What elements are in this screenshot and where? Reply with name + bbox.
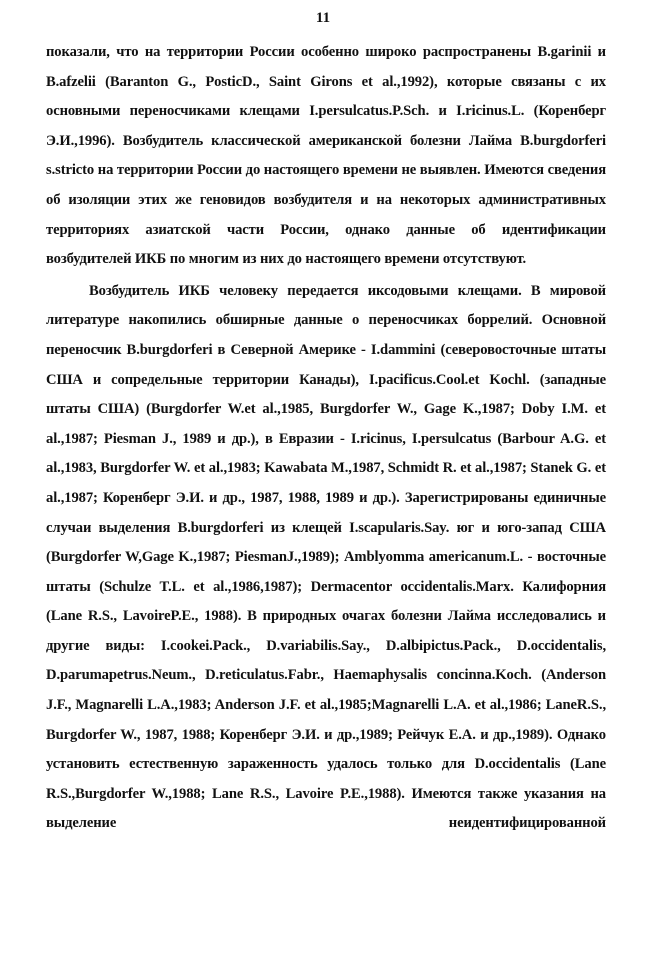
paragraph-2: Возбудитель ИКБ человеку передается иксодовыми клещами. В мировой литературе накопились обширные данные о переносчиках боррелий. Основной переносчик B.burgdorferi в Северной Америке - I.dammini (северовосточные штаты США и сопредельные территории Канады), I.pacificus.Cool.et Kochl. (западные штаты США) (Burgdorfer W.et al.,1985, Burgdorfer W., Gage K.,1987; Doby I.M. et al.,1987; Piesman J., 1989 и др.), в Евразии - I.ricinus, I.persulcatus (Barbour A.G. et al.,1983, Burgdorfer W. et al.,1983; Kawabata M.,1987, Schmidt R. et al.,1987; Stanek G. et al.,1987; Коренберг Э.И. и др., 1987, 1988, 1989 и др.). Зарегистрированы единичные случаи выделения B.burgdorferi из клещей I.scapularis.Say. юг и юго-запад США (Burgdorfer W,Gage K.,1987; PiesmanJ.,1989); Amblyomma americanum.L. - восточные штаты (Schulze T.L. et al.,1986,1987); Dermacentor occidentalis.Marx. Калифорния (Lane R.S., LavoireP.E., 1988). В природных очагах болезни Лайма исследовались и другие виды: I.cookei.Pack., D.variabilis.Say., D.albipictus.Pack., D.occidentalis, D.parumapetrus.Neum., D.reticulatus.Fabr., Haemaphysalis concinna.Koch. (Anderson J.F., Magnarelli L.A.,1983; Anderson J.F. et al.,1985;Magnarelli L.A. et al.,1986; LaneR.S., Burgdorfer W., 1987, 1988; Коренберг Э.И. и др.,1989; Рейчук Е.А. и др.,1989). Однако установить естественную зараженность удалось только для D.occidentalis (Lane R.S.,Burgdorfer W.,1988; Lane R.S., Lavoire P.E.,1988). Имеются также указания на выделение неидентифицированной bbox=[46, 282, 606, 832]
page-number: 11 bbox=[315, 10, 331, 26]
paragraph-1: показали, что на территории России особенно широко распространены B.garinii и B.afzelii (Baranton G., PosticD., Saint Girons et al.,1992), которые связаны с их основными переносчиками клещами I.persulcatus.P.Sch. и I.ricinus.L. (Коренберг Э.И.,1996). Возбудитель классической американской болезни Лайма B.burgdorferi s.stricto на территории России до настоящего времени не выявлен. Имеются сведения об изоляции этих же геновидов возбудителя и на некоторых административных территориях азиатской части России, однако данные об идентификации возбудителей ИКБ по многим из них до настоящего времени отсутствуют. bbox=[46, 44, 606, 268]
body-text bbox=[46, 38, 606, 839]
